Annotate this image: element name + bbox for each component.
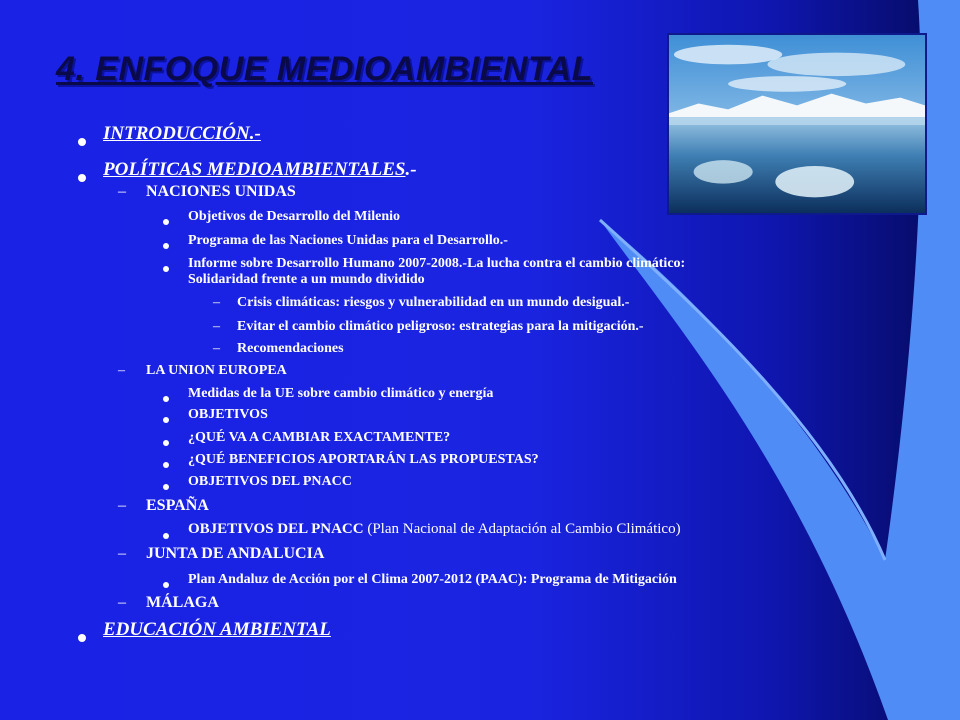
bullet-icon: [163, 440, 169, 446]
dash-icon: –: [213, 341, 220, 356]
bullet-icon: [163, 484, 169, 490]
bullet-icon: [163, 533, 169, 539]
dash-icon: –: [118, 545, 126, 562]
dash-icon: –: [118, 183, 126, 200]
bullet-icon: [163, 219, 169, 225]
dash-icon: –: [118, 363, 125, 378]
bullet-icon: [163, 266, 169, 272]
dash-icon: –: [213, 295, 220, 310]
dash-icon: –: [213, 319, 220, 334]
dash-icon: –: [118, 594, 126, 611]
bullet-icon: [78, 138, 86, 146]
bullet-icon: [78, 634, 86, 642]
bullet-icon: [163, 462, 169, 468]
slide-title: 4. ENFOQUE MEDIOAMBIENTAL: [56, 50, 593, 88]
dash-icon: –: [118, 497, 126, 514]
bullet-icon: [78, 174, 86, 182]
bullet-icon: [163, 243, 169, 249]
bullet-icon: [163, 417, 169, 423]
slide-outline: INTRODUCCIÓN.- POLÍTICAS MEDIOAMBIENTALES.- – NACIONES UNIDAS Objetivos de Desarrollo del Milenio Programa de las Naciones Unidas para el Desarrollo.- Informe sobre Desarrollo Humano 2007-2008.-La lucha contra el cambio climático: Solidaridad frente a un mundo dividido – Crisis climáticas: riesgos y vulnerabilidad en un mundo desigual.- – Evitar el cambio climático peligroso: estrategias para la mitigación.- – Recomendaciones – LA UNION EUROPEA Medidas de la UE sobre cambio climático y energía OBJETIVOS ¿QUÉ VA A CAMBIAR EXACTAMENTE? ¿QUÉ BENEFICIOS APORTARÁN LAS PROPUESTAS? OBJETIVOS DEL PNACC – ESPAÑA OBJETIVOS DEL PNACC (Plan Nacional de Adaptación al Cambio Climático) – JUNTA DE ANDALUCIA Plan Andaluz de Acción por el Clima 2007-2012 (PAAC): Programa de Mitigación – MÁLAGA EDUCACIÓN AMBIENTAL: [0, 0, 960, 720]
bullet-icon: [163, 396, 169, 402]
bullet-icon: [163, 582, 169, 588]
